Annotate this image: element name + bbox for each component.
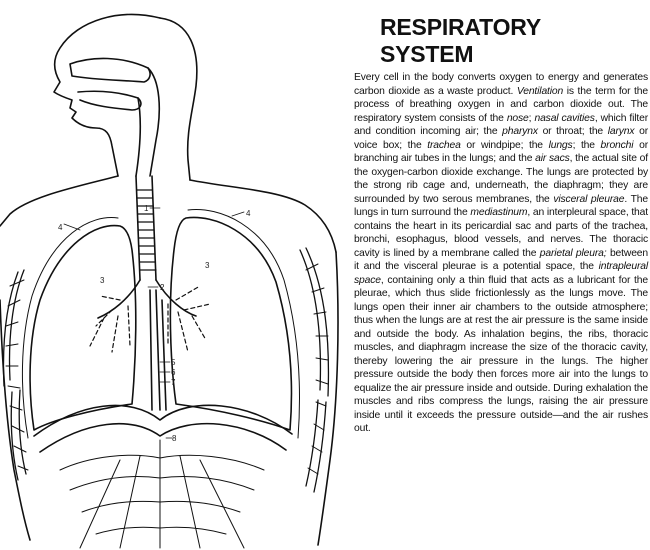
right-shoulder (190, 180, 336, 252)
text-segment: between it and the visceral pleurae is a potential space, the (354, 247, 649, 272)
oral-cavity (78, 91, 141, 110)
italic-term: intrapleural space (354, 261, 648, 286)
italic-term: lungs (548, 139, 573, 151)
text-segment: Every cell in the body converts oxygen to energy and generates carbon dioxide as a waste product. (354, 72, 648, 97)
italic-term: Ventilation (516, 85, 564, 97)
italic-term: air sacs (535, 153, 570, 164)
label-3-left: 3 (100, 276, 105, 285)
trachea-right-wall (152, 176, 156, 280)
italic-term: mediastinum (470, 207, 528, 218)
left-pleura (22, 218, 118, 438)
text-segment: or throat; the (537, 126, 608, 137)
text-segment: or branching air tubes in the lungs; and the (354, 139, 648, 164)
label-1: 1 (144, 204, 149, 213)
description-paragraph (354, 71, 648, 436)
italic-term: nasal cavities (534, 112, 595, 124)
label-3-right: 3 (205, 261, 210, 270)
italic-term: visceral pleurae (553, 193, 625, 205)
text-segment: . The lungs in turn surround the (354, 193, 648, 218)
italic-term: trachea (427, 139, 461, 151)
text-segment: ; (528, 112, 535, 124)
text-segment: , an interpleural space, that contains the heart in its pericardial sac and parts of the trachea, bronchi, esophagus, blood vessels, and nerves. The thoracic cavity is lined by a membrane called the (354, 207, 648, 259)
text-segment: is the term for the process of breathing oxygen in and carbon dioxide out. The respiratory system consists of the (354, 85, 648, 124)
nasal-cavity (70, 58, 150, 82)
label-4-left: 4 (58, 223, 63, 232)
right-lung (170, 217, 291, 430)
pharynx (148, 68, 159, 176)
head-outline (54, 15, 160, 176)
label-2: 2 (160, 283, 165, 292)
right-pleura (188, 210, 299, 438)
italic-term: nose (506, 112, 529, 124)
mediastinum-lines (150, 290, 166, 410)
bronchial-branches-right (168, 286, 210, 352)
text-segment: , containing only a thin fluid that acts as a lubricant for the pleurae, which thus slide frictionlessly as the lungs move. The lungs open their inner air chambers to the outside atmosphere; thus when the lungs are at rest the air pressure is the same inside and outside the body. As inhalation begins, the ribs, thoracic muscles, and diaphragm increase the size of the thoracic cavity, thereby lowering the air pressure in the lungs. The higher pressure outside the body then forces more air into the lungs to equalize the air pressure inside and outside. During exhalation the muscles and ribs compress the lungs, raising the air pressure inside until it exceeds the pressure outside—and the air rushes out. (354, 274, 648, 434)
trachea-left-wall (136, 176, 140, 280)
italic-term: pharynx (502, 126, 538, 137)
right-rib-segments (306, 264, 328, 474)
text-segment: , the actual site of the oxygen-carbon dioxide exchange. The lungs are protected by the strong rib cage and, underneath, the diaphragm; they are surrounded by two serous membranes, the (354, 153, 649, 205)
abdominal-muscles (60, 440, 264, 548)
text-segment: ; the (572, 139, 601, 151)
diaphragm-lower (40, 424, 286, 452)
label-7: 7 (171, 378, 176, 387)
right-ribs (300, 248, 328, 492)
page-title: RESPIRATORY SYSTEM (380, 14, 541, 67)
text-segment: or windpipe; the (460, 139, 549, 151)
italic-term: bronchi (600, 139, 634, 151)
italic-term: larynx (607, 126, 635, 137)
left-lung (30, 226, 136, 430)
label-8: 8 (172, 434, 177, 443)
label-4-right: 4 (246, 209, 251, 218)
text-segment: or voice box; the (354, 126, 648, 151)
text-segment: , which filter and condition incoming air; the (354, 112, 649, 137)
label-6: 6 (171, 368, 176, 377)
label-5: 5 (171, 358, 176, 367)
bronchial-branches-left (90, 296, 130, 352)
italic-term: parietal pleura; (539, 247, 607, 259)
neck-back (160, 18, 197, 180)
